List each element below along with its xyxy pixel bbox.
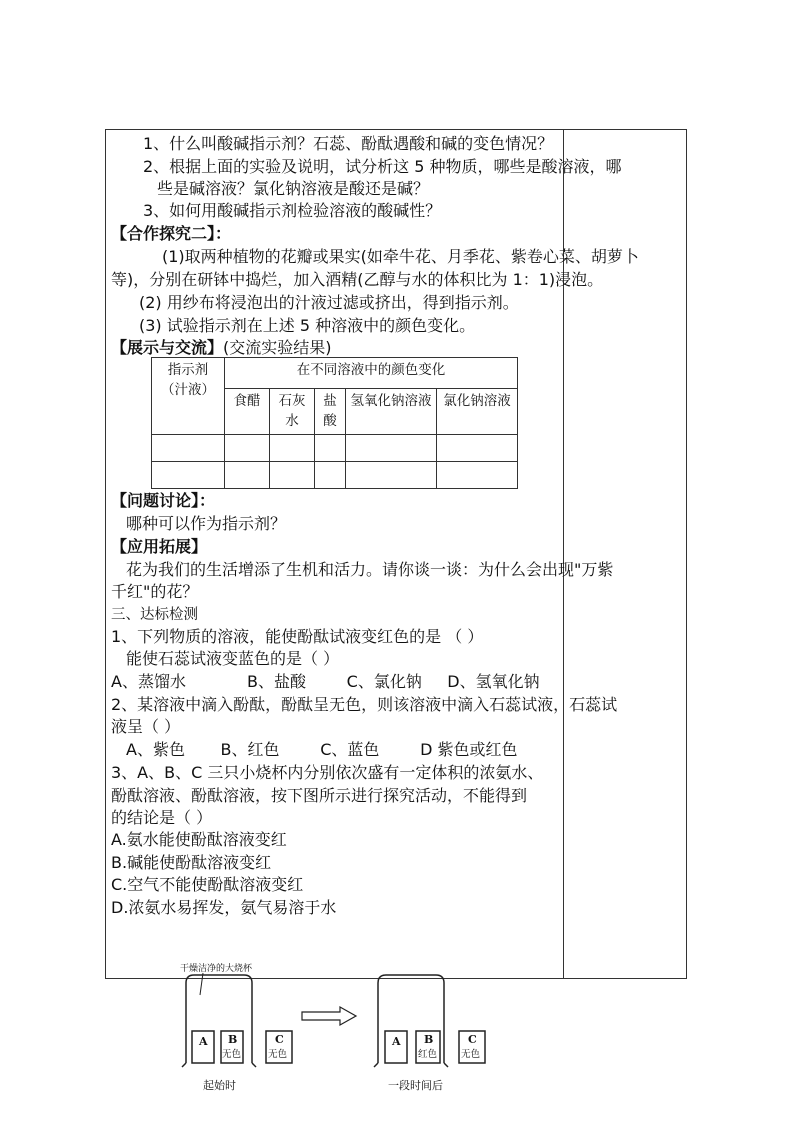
exchange-heading-row (111, 337, 332, 359)
beaker-b-start-label: B (228, 1033, 238, 1046)
header-indicator-line1: 指示剂 (167, 362, 209, 378)
table-row (152, 462, 518, 489)
label-pointer (200, 973, 203, 995)
test-q3-line-3: 的结论是（ ） (111, 808, 213, 827)
hcl-label: 盐酸 (323, 393, 337, 430)
later-caption: 一段时间后 (388, 1079, 443, 1092)
beaker-c-start-color: 无色 (268, 1049, 288, 1060)
beaker-c-later-color: 无色 (461, 1049, 481, 1060)
test-q1-line-2: 能使石蕊试液变蓝色的是（ ） (126, 649, 340, 668)
question-3: 3、如何用酸碱指示剂检验溶液的酸碱性？ (143, 201, 442, 220)
beaker-b-start-color: 无色 (222, 1049, 242, 1060)
table-cell[interactable] (437, 462, 518, 489)
limewater-label: 石灰水 (278, 393, 306, 430)
big-beaker-start (186, 975, 252, 1063)
table-cell[interactable] (152, 435, 225, 462)
test-q2-line-1: 2、某溶液中滴入酚酞，酚酞呈无色，则该溶液中滴入石蕊试液，石蕊试 (111, 695, 618, 714)
table-cell[interactable] (270, 435, 315, 462)
extension-text-line-2: 千红"的花？ (111, 582, 199, 601)
question-2-line-2: 些是碱溶液？氯化钠溶液是酸还是碱？ (157, 179, 430, 198)
big-beaker-start-lip (182, 1063, 186, 1067)
coop-step-3: (3) 试验指示剂在上述 5 种溶液中的颜色变化。 (139, 316, 476, 335)
question-2-line-1: 2、根据上面的实验及说明，试分析这 5 种物质，哪些是酸溶液，哪 (143, 157, 622, 176)
discussion-text: 哪种可以作为指示剂？ (126, 514, 287, 533)
table-header-hcl (315, 389, 346, 435)
table-header-vinegar: 食醋 (225, 389, 270, 435)
extension-heading: 【应用拓展】 (111, 537, 208, 556)
table-cell[interactable] (270, 462, 315, 489)
table-cell[interactable] (346, 435, 437, 462)
table-header-naoh (346, 389, 437, 435)
coop-step-2: (2) 用纱布将浸泡出的汁液过滤或挤出，得到指示剂。 (139, 293, 519, 312)
beaker-c-start-label: C (275, 1033, 284, 1046)
test-q1-options: A、蒸馏水 B、盐酸 C、氯化钠 D、氢氧化钠 (111, 672, 540, 691)
question-1: 1、什么叫酸碱指示剂？石蕊、酚酞遇酸和碱的变色情况？ (143, 134, 554, 153)
test-q3-line-1: 3、A、B、C 三只小烧杯内分别依次盛有一定体积的浓氨水、 (111, 763, 544, 782)
exchange-heading: 【展示与交流】 (111, 338, 224, 357)
table-cell[interactable] (152, 462, 225, 489)
table-header-nacl (437, 389, 518, 435)
discussion-heading: 【问题讨论】： (111, 491, 216, 510)
observation-table (151, 357, 518, 489)
table-cell[interactable] (437, 435, 518, 462)
header-indicator-line2: （汁液） (161, 382, 215, 398)
coop-step-1-line-1: (1)取两种植物的花瓣或果实(如牵牛花、月季花、紫卷心菜、胡萝卜 (162, 247, 639, 266)
table-cell[interactable] (225, 435, 270, 462)
test-q3-option-c: C.空气不能使酚酞溶液变红 (111, 875, 304, 894)
big-beaker-start-lip-right (252, 1063, 256, 1067)
table-header-limewater (270, 389, 315, 435)
beaker-b-later-label: B (424, 1033, 434, 1046)
table-cell[interactable] (225, 462, 270, 489)
table-header-indicator (152, 358, 225, 435)
test-q3-line-2: 酚酞溶液、酚酞溶液，按下图所示进行探究活动，不能得到 (111, 786, 528, 805)
extension-text-line-1: 花为我们的生活增添了生机和活力。请你谈一谈：为什么会出现"万紫 (126, 560, 614, 579)
test-q3-option-d: D.浓氨水易挥发，氨气易溶于水 (111, 898, 337, 917)
big-beaker-later-lip-right (444, 1063, 448, 1067)
beaker-c-later-label: C (468, 1033, 477, 1046)
test-q3-option-b: B.碱能使酚酞溶液变红 (111, 853, 272, 872)
coop-step-1-line-2: 等)，分别在研钵中捣烂，加入酒精(乙醇与水的体积比为 1：1)浸泡。 (111, 270, 604, 289)
coop-heading: 【合作探究二】： (111, 224, 232, 243)
test-q1-line-1: 1、下列物质的溶液，能使酚酞试液变红色的是 （ ） (111, 627, 484, 646)
beaker-b-later-color: 红色 (418, 1049, 438, 1060)
test-q3-option-a: A.氨水能使酚酞溶液变红 (111, 830, 287, 849)
arrow-icon (302, 1007, 356, 1025)
beaker-a-start-label: A (199, 1035, 208, 1048)
table-cell[interactable] (315, 435, 346, 462)
big-beaker-later-lip (374, 1063, 378, 1067)
table-row (152, 435, 518, 462)
start-caption: 起始时 (203, 1079, 236, 1092)
table-cell[interactable] (346, 462, 437, 489)
nacl-label: 氯化钠溶液 (443, 393, 511, 410)
big-beaker-label: 干燥洁净的大烧杯 (180, 964, 253, 974)
exchange-note: (交流实验结果) (223, 338, 332, 357)
test-q2-line-2: 液呈（ ） (111, 717, 181, 736)
test-q2-options: A、紫色 B、红色 C、蓝色 D 紫色或红色 (126, 740, 518, 759)
beaker-a-later-label: A (392, 1035, 401, 1048)
experiment-figure (0, 955, 794, 1105)
table-cell[interactable] (315, 462, 346, 489)
test-heading: 三、达标检测 (111, 607, 198, 623)
naoh-label: 氢氧化钠溶液 (350, 393, 432, 410)
table-header-group: 在不同溶液中的颜色变化 (225, 358, 518, 389)
